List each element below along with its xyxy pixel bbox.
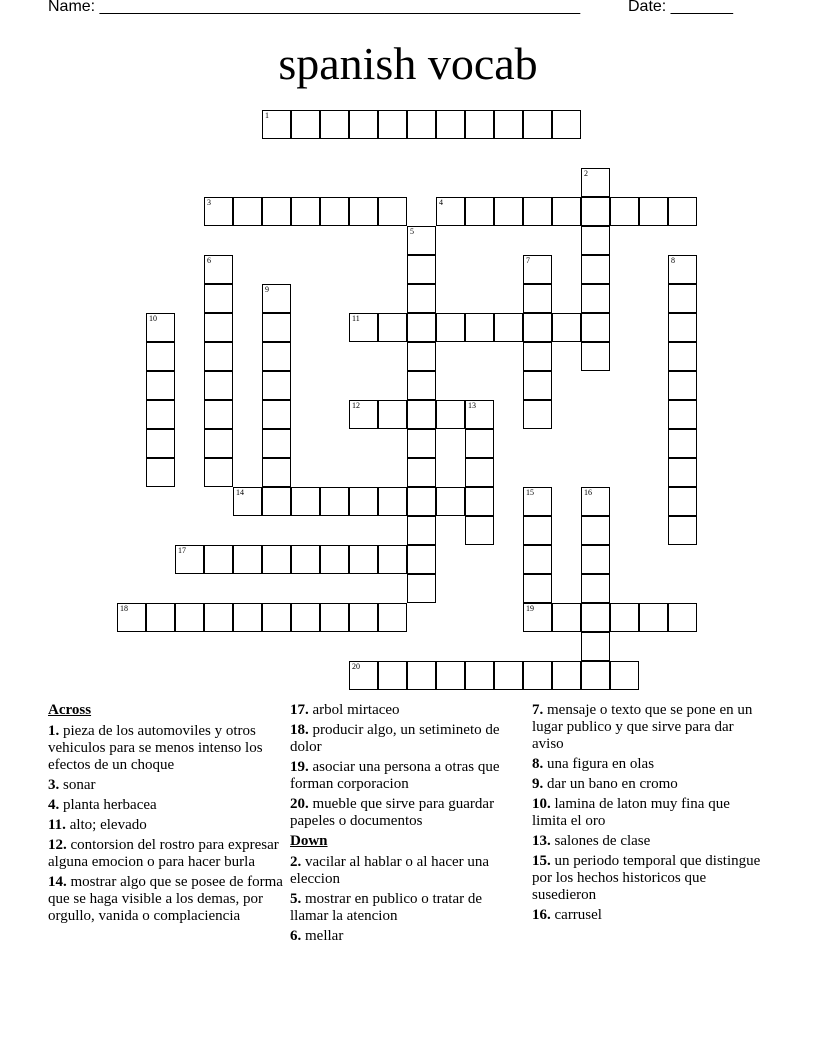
clue-number: 16. bbox=[532, 907, 551, 923]
clue-item bbox=[290, 722, 515, 756]
grid-cell[interactable] bbox=[233, 545, 262, 574]
grid-cell[interactable] bbox=[320, 197, 349, 226]
grid-cell[interactable] bbox=[117, 603, 146, 632]
grid-cell[interactable] bbox=[378, 313, 407, 342]
clue-text: vacilar al hablar o al hacer una eleccion bbox=[290, 854, 490, 887]
grid-cell[interactable] bbox=[204, 255, 233, 284]
grid-cell[interactable] bbox=[349, 487, 378, 516]
grid-cell[interactable] bbox=[668, 197, 697, 226]
grid-cell[interactable] bbox=[291, 197, 320, 226]
grid-cell[interactable] bbox=[465, 487, 494, 516]
clue-item bbox=[532, 702, 767, 753]
grid-cell[interactable] bbox=[465, 197, 494, 226]
grid-cell[interactable] bbox=[349, 197, 378, 226]
grid-cell[interactable] bbox=[668, 284, 697, 313]
page-title: spanish vocab bbox=[278, 38, 538, 89]
clue-item bbox=[532, 833, 767, 850]
clue-number: 16 bbox=[584, 488, 592, 497]
grid-cell[interactable] bbox=[378, 400, 407, 429]
clue-item bbox=[532, 796, 767, 830]
clue-item bbox=[532, 853, 767, 904]
grid-cell[interactable] bbox=[262, 313, 291, 342]
grid-cell[interactable] bbox=[436, 487, 465, 516]
grid-cell[interactable] bbox=[320, 110, 349, 139]
grid-cell[interactable] bbox=[581, 197, 610, 226]
grid-cell[interactable] bbox=[552, 110, 581, 139]
grid-cell[interactable] bbox=[523, 255, 552, 284]
clue-number: 3 bbox=[207, 198, 211, 207]
grid-cell[interactable] bbox=[523, 371, 552, 400]
grid-cell[interactable] bbox=[407, 516, 436, 545]
grid-cell[interactable] bbox=[552, 661, 581, 690]
grid-cell[interactable] bbox=[349, 313, 378, 342]
clue-item bbox=[290, 702, 515, 719]
grid-cell[interactable] bbox=[465, 661, 494, 690]
grid-cell[interactable] bbox=[349, 110, 378, 139]
clue-item bbox=[290, 854, 515, 888]
clue-item bbox=[290, 928, 515, 945]
grid-cell[interactable] bbox=[407, 110, 436, 139]
grid-cell[interactable] bbox=[204, 603, 233, 632]
grid-cell[interactable] bbox=[378, 603, 407, 632]
clue-number: 3. bbox=[48, 777, 60, 793]
grid-cell[interactable] bbox=[494, 110, 523, 139]
grid-cell[interactable] bbox=[407, 661, 436, 690]
grid-cell[interactable] bbox=[581, 313, 610, 342]
clue-number: 10. bbox=[532, 796, 551, 812]
grid-cell[interactable] bbox=[465, 110, 494, 139]
grid-cell[interactable] bbox=[262, 371, 291, 400]
grid-cell[interactable] bbox=[668, 516, 697, 545]
down-heading: Down bbox=[290, 833, 328, 849]
grid-cell[interactable] bbox=[581, 661, 610, 690]
grid-cell[interactable] bbox=[552, 603, 581, 632]
grid-cell[interactable] bbox=[349, 661, 378, 690]
clue-number: 1 bbox=[265, 111, 269, 120]
clue-number: 19. bbox=[290, 759, 309, 775]
clue-item bbox=[290, 796, 515, 830]
clue-number: 1. bbox=[48, 723, 60, 739]
clue-number: 18 bbox=[120, 604, 128, 613]
clue-number: 14. bbox=[48, 874, 67, 890]
grid-cell[interactable] bbox=[668, 429, 697, 458]
grid-cell[interactable] bbox=[262, 487, 291, 516]
grid-cell[interactable] bbox=[407, 226, 436, 255]
grid-cell[interactable] bbox=[581, 342, 610, 371]
clue-number: 2. bbox=[290, 854, 302, 870]
clue-number: 6 bbox=[207, 256, 211, 265]
grid-cell[interactable] bbox=[581, 632, 610, 661]
grid-cell[interactable] bbox=[146, 400, 175, 429]
grid-cell[interactable] bbox=[233, 197, 262, 226]
grid-cell[interactable] bbox=[204, 400, 233, 429]
grid-cell[interactable] bbox=[146, 429, 175, 458]
clue-number: 4. bbox=[48, 797, 60, 813]
grid-cell[interactable] bbox=[262, 342, 291, 371]
clue-number: 11 bbox=[352, 314, 360, 323]
grid-cell[interactable] bbox=[262, 429, 291, 458]
grid-cell[interactable] bbox=[668, 487, 697, 516]
grid-cell[interactable] bbox=[378, 545, 407, 574]
grid-cell[interactable] bbox=[407, 487, 436, 516]
grid-cell[interactable] bbox=[668, 342, 697, 371]
grid-cell[interactable] bbox=[668, 371, 697, 400]
clue-number: 15. bbox=[532, 853, 551, 869]
clue-text: mueble que sirve para guardar papeles o documentos bbox=[290, 796, 495, 829]
grid-cell[interactable] bbox=[465, 429, 494, 458]
clue-item bbox=[290, 759, 515, 793]
grid-cell[interactable] bbox=[291, 487, 320, 516]
grid-cell[interactable] bbox=[146, 603, 175, 632]
grid-cell[interactable] bbox=[523, 516, 552, 545]
clue-item bbox=[532, 756, 767, 773]
grid-cell[interactable] bbox=[262, 458, 291, 487]
grid-cell[interactable] bbox=[581, 603, 610, 632]
clue-number: 7 bbox=[526, 256, 530, 265]
clue-item bbox=[48, 817, 283, 834]
grid-cell[interactable] bbox=[523, 574, 552, 603]
clue-number: 6. bbox=[290, 928, 302, 944]
clue-text: mensaje o texto que se pone en un lugar publico y que sirve para dar aviso bbox=[532, 702, 753, 752]
clue-text: una figura en olas bbox=[543, 756, 655, 772]
clue-number: 5 bbox=[410, 227, 414, 236]
grid-cell[interactable] bbox=[581, 226, 610, 255]
grid-cell[interactable] bbox=[552, 313, 581, 342]
clue-item bbox=[48, 777, 283, 794]
clue-text: dar un bano en cromo bbox=[543, 776, 678, 792]
grid-cell[interactable] bbox=[465, 400, 494, 429]
grid-cell[interactable] bbox=[407, 342, 436, 371]
grid-cell[interactable] bbox=[436, 661, 465, 690]
clue-number: 4 bbox=[439, 198, 443, 207]
clue-text: carrusel bbox=[550, 907, 602, 923]
grid-cell[interactable] bbox=[436, 313, 465, 342]
across-clue-list-cont bbox=[290, 702, 515, 830]
clue-item bbox=[48, 723, 283, 774]
grid-cell[interactable] bbox=[262, 284, 291, 313]
grid-cell[interactable] bbox=[291, 110, 320, 139]
grid-cell[interactable] bbox=[523, 197, 552, 226]
grid-cell[interactable] bbox=[204, 371, 233, 400]
grid-cell[interactable] bbox=[291, 603, 320, 632]
grid-cell[interactable] bbox=[523, 313, 552, 342]
grid-cell[interactable] bbox=[349, 400, 378, 429]
grid-cell[interactable] bbox=[610, 661, 639, 690]
grid-cell[interactable] bbox=[349, 545, 378, 574]
grid-cell[interactable] bbox=[639, 197, 668, 226]
clue-text: alto; elevado bbox=[65, 817, 147, 833]
clue-item bbox=[48, 874, 283, 925]
clue-item bbox=[290, 891, 515, 925]
grid-cell[interactable] bbox=[204, 313, 233, 342]
grid-cell[interactable] bbox=[552, 197, 581, 226]
grid-cell[interactable] bbox=[146, 342, 175, 371]
name-field[interactable]: Name: ______________________________________________________ bbox=[48, 0, 581, 15]
clue-text: contorsion del rostro para expresar alguna emocion o para hacer burla bbox=[48, 837, 279, 870]
clue-number: 14 bbox=[236, 488, 244, 497]
grid-cell[interactable] bbox=[320, 603, 349, 632]
across-heading: Across bbox=[48, 702, 92, 718]
grid-cell[interactable] bbox=[175, 545, 204, 574]
grid-cell[interactable] bbox=[378, 661, 407, 690]
grid-cell[interactable] bbox=[639, 603, 668, 632]
clue-text: producir algo, un setimineto de dolor bbox=[290, 722, 500, 755]
clue-text: pieza de los automoviles y otros vehiculos para se menos intenso los efectos de un choque bbox=[48, 723, 263, 773]
grid-cell[interactable] bbox=[320, 545, 349, 574]
grid-cell[interactable] bbox=[204, 284, 233, 313]
grid-cell[interactable] bbox=[349, 603, 378, 632]
clue-number: 11. bbox=[48, 817, 66, 833]
grid-cell[interactable] bbox=[407, 313, 436, 342]
clue-number: 8. bbox=[532, 756, 544, 772]
grid-cell[interactable] bbox=[146, 371, 175, 400]
grid-cell[interactable] bbox=[204, 545, 233, 574]
clue-number: 13. bbox=[532, 833, 551, 849]
clue-item bbox=[532, 776, 767, 793]
grid-cell[interactable] bbox=[610, 197, 639, 226]
down-clue-list bbox=[290, 854, 515, 945]
grid-cell[interactable] bbox=[407, 371, 436, 400]
grid-cell[interactable] bbox=[407, 429, 436, 458]
clue-number: 20 bbox=[352, 662, 360, 671]
grid-cell[interactable] bbox=[523, 342, 552, 371]
clue-text: lamina de laton muy fina que limita el oro bbox=[532, 796, 730, 829]
grid-cell[interactable] bbox=[668, 400, 697, 429]
grid-cell[interactable] bbox=[668, 255, 697, 284]
grid-cell[interactable] bbox=[668, 458, 697, 487]
grid-cell[interactable] bbox=[262, 400, 291, 429]
clues-column-2 bbox=[290, 702, 515, 948]
grid-cell[interactable] bbox=[407, 284, 436, 313]
clue-number: 18. bbox=[290, 722, 309, 738]
clue-number: 17 bbox=[178, 546, 186, 555]
clue-number: 20. bbox=[290, 796, 309, 812]
clues-column-1 bbox=[48, 702, 283, 928]
clue-number: 12 bbox=[352, 401, 360, 410]
clue-text: asociar una persona a otras que forman corporacion bbox=[290, 759, 500, 792]
grid-cell[interactable] bbox=[291, 545, 320, 574]
grid-cell[interactable] bbox=[581, 284, 610, 313]
date-field[interactable]: Date: _______ bbox=[628, 0, 733, 15]
grid-cell[interactable] bbox=[407, 255, 436, 284]
grid-cell[interactable] bbox=[581, 487, 610, 516]
grid-cell[interactable] bbox=[378, 110, 407, 139]
clue-item bbox=[48, 797, 283, 814]
grid-cell[interactable] bbox=[581, 574, 610, 603]
clue-number: 17. bbox=[290, 702, 309, 718]
grid-cell[interactable] bbox=[262, 110, 291, 139]
clue-text: mellar bbox=[301, 928, 344, 944]
grid-cell[interactable] bbox=[523, 661, 552, 690]
grid-cell[interactable] bbox=[581, 168, 610, 197]
clue-number: 5. bbox=[290, 891, 302, 907]
grid-cell[interactable] bbox=[465, 313, 494, 342]
down-clue-list-cont bbox=[532, 702, 767, 924]
clue-number: 8 bbox=[671, 256, 675, 265]
clue-number: 15 bbox=[526, 488, 534, 497]
grid-cell[interactable] bbox=[204, 197, 233, 226]
grid-cell[interactable] bbox=[262, 197, 291, 226]
clue-number: 2 bbox=[584, 169, 588, 178]
grid-cell[interactable] bbox=[436, 400, 465, 429]
grid-cell[interactable] bbox=[204, 458, 233, 487]
grid-cell[interactable] bbox=[262, 545, 291, 574]
grid-cell[interactable] bbox=[465, 458, 494, 487]
grid-cell[interactable] bbox=[581, 545, 610, 574]
grid-cell[interactable] bbox=[523, 110, 552, 139]
clue-number: 13 bbox=[468, 401, 476, 410]
clue-text: planta herbacea bbox=[59, 797, 157, 813]
grid-cell[interactable] bbox=[581, 255, 610, 284]
clue-text: sonar bbox=[59, 777, 96, 793]
clue-number: 9. bbox=[532, 776, 544, 792]
grid-cell[interactable] bbox=[146, 458, 175, 487]
clue-number: 10 bbox=[149, 314, 157, 323]
clue-item bbox=[532, 907, 767, 924]
grid-cell[interactable] bbox=[233, 603, 262, 632]
clue-number: 7. bbox=[532, 702, 544, 718]
grid-cell[interactable] bbox=[204, 342, 233, 371]
grid-cell[interactable] bbox=[494, 661, 523, 690]
grid-cell[interactable] bbox=[378, 487, 407, 516]
grid-cell[interactable] bbox=[465, 516, 494, 545]
clue-item bbox=[48, 837, 283, 871]
grid-cell[interactable] bbox=[523, 400, 552, 429]
grid-cell[interactable] bbox=[204, 429, 233, 458]
grid-cell[interactable] bbox=[378, 197, 407, 226]
grid-cell[interactable] bbox=[407, 400, 436, 429]
grid-cell[interactable] bbox=[523, 284, 552, 313]
clues-column-3 bbox=[532, 702, 767, 927]
grid-cell[interactable] bbox=[494, 197, 523, 226]
grid-cell[interactable] bbox=[494, 313, 523, 342]
grid-cell[interactable] bbox=[668, 603, 697, 632]
clue-text: salones de clase bbox=[550, 833, 651, 849]
across-clue-list bbox=[48, 723, 283, 925]
grid-cell[interactable] bbox=[407, 458, 436, 487]
grid-cell[interactable] bbox=[146, 313, 175, 342]
grid-cell[interactable] bbox=[610, 603, 639, 632]
grid-cell[interactable] bbox=[407, 574, 436, 603]
grid-cell[interactable] bbox=[581, 516, 610, 545]
grid-cell[interactable] bbox=[668, 313, 697, 342]
clue-number: 12. bbox=[48, 837, 67, 853]
clue-text: un periodo temporal que distingue por los hechos historicos que susedieron bbox=[532, 853, 761, 903]
clue-number: 19 bbox=[526, 604, 534, 613]
clue-number: 9 bbox=[265, 285, 269, 294]
grid-cell[interactable] bbox=[523, 487, 552, 516]
grid-cell[interactable] bbox=[523, 545, 552, 574]
grid-cell[interactable] bbox=[436, 197, 465, 226]
clue-text: arbol mirtaceo bbox=[308, 702, 400, 718]
grid-cell[interactable] bbox=[320, 487, 349, 516]
grid-cell[interactable] bbox=[436, 110, 465, 139]
grid-cell[interactable] bbox=[233, 487, 262, 516]
clue-text: mostrar algo que se posee de forma que se haga visible a los demas, por orgullo, vanida o complaciencia bbox=[48, 874, 283, 924]
grid-cell[interactable] bbox=[407, 545, 436, 574]
grid-cell[interactable] bbox=[523, 603, 552, 632]
grid-cell[interactable] bbox=[262, 603, 291, 632]
grid-cell[interactable] bbox=[175, 603, 204, 632]
clue-text: mostrar en publico o tratar de llamar la atencion bbox=[290, 891, 483, 924]
